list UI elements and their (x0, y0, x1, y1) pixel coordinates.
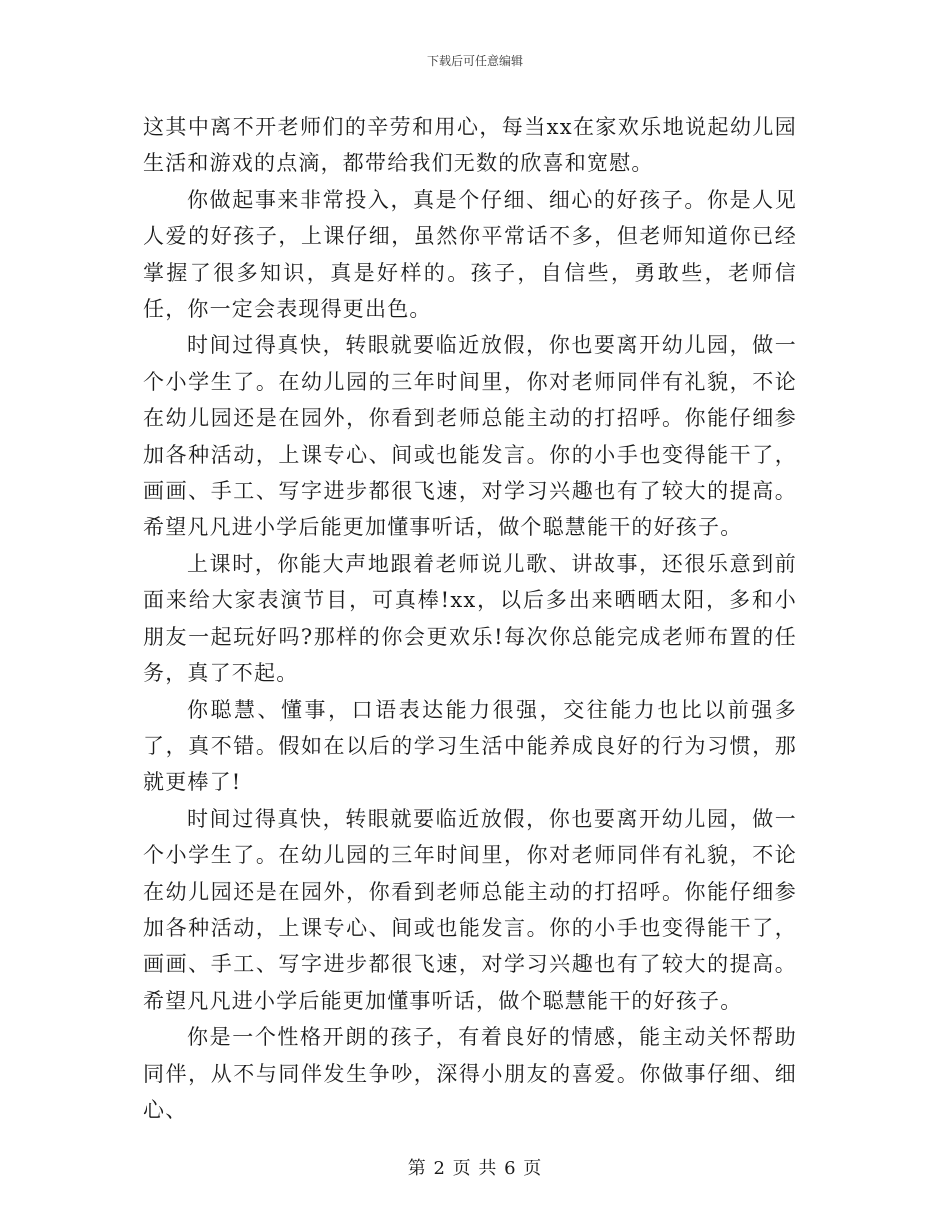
paragraph: 你是一个性格开朗的孩子，有着良好的情感，能主动关怀帮助同伴，从不与同伴发生争吵，深得小朋友的喜爱。你做事仔细、细心、 (143, 1025, 797, 1122)
paragraph: 时间过得真快，转眼就要临近放假，你也要离开幼儿园，做一个小学生了。在幼儿园的三年时间里，你对老师同伴有礼貌，不论在幼儿园还是在园外，你看到老师总能主动的打招呼。你能仔细参加各种活动，上课专心、间或也能发言。你的小手也变得能干了，画画、手工、写字进步都很飞速，对学习兴趣也有了较大的提高。希望凡凡进小学后能更加懂事听话，做个聪慧能干的好孩子。 (143, 806, 797, 1013)
paragraph: 你聪慧、懂事，口语表达能力很强，交往能力也比以前强多了，真不错。假如在以后的学习生活中能养成良好的行为习惯，那就更棒了! (143, 697, 797, 795)
paragraph: 上课时，你能大声地跟着老师说儿歌、讲故事，还很乐意到前面来给大家表演节目，可真棒!xx，以后多出来晒晒太阳，多和小朋友一起玩好吗?那样的你会更欢乐!每次你总能完成老师布置的任务，真了不起。 (143, 551, 797, 686)
paragraph-continuation: 这其中离不开老师们的辛劳和用心，每当xx在家欢乐地说起幼儿园生活和游戏的点滴，都带给我们无数的欣喜和宽慰。 (143, 115, 797, 176)
document-body (143, 109, 797, 1128)
paragraph: 时间过得真快，转眼就要临近放假，你也要离开幼儿园，做一个小学生了。在幼儿园的三年时间里，你对老师同伴有礼貌，不论在幼儿园还是在园外，你看到老师总能主动的打招呼。你能仔细参加各种活动，上课专心、间或也能发言。你的小手也变得能干了，画画、手工、写字进步都很飞速，对学习兴趣也有了较大的提高。希望凡凡进小学后能更加懂事听话，做个聪慧能干的好孩子。 (143, 333, 797, 540)
page-header: 下载后可任意编辑 (426, 54, 523, 68)
page-number-footer: 第 2 页 共 6 页 (407, 1158, 543, 1179)
paragraph: 你做起事来非常投入，真是个仔细、细心的好孩子。你是人见人爱的好孩子，上课仔细，虽然你平常话不多，但老师知道你已经掌握了很多知识，真是好样的。孩子，自信些，勇敢些，老师信任，你一定会表现得更出色。 (143, 187, 797, 322)
